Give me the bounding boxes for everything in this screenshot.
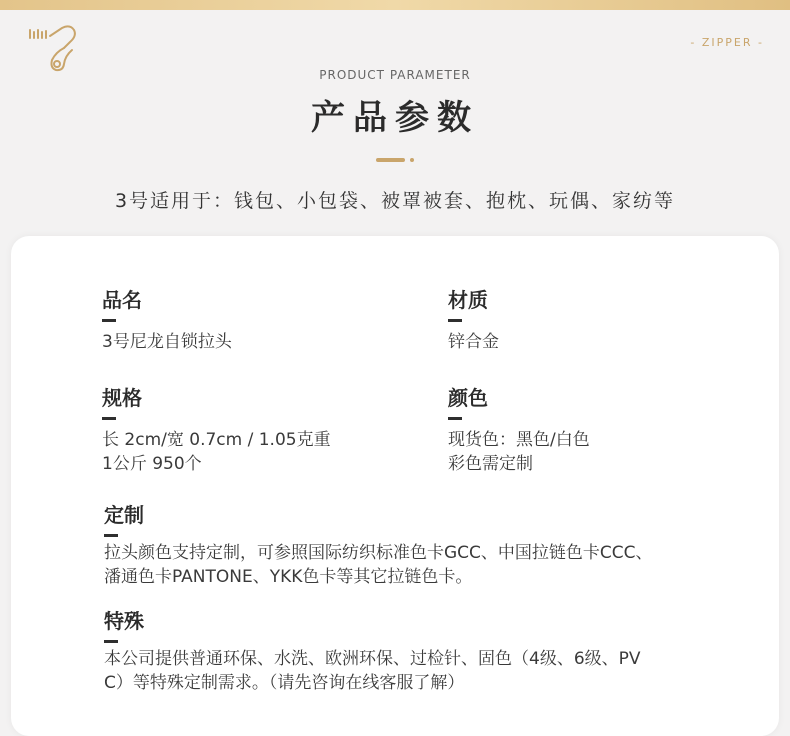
field-value [102,330,232,354]
field-value [104,541,704,589]
field-color [448,386,590,476]
field-dash [102,417,116,420]
page-title: 产品参数 [311,98,479,138]
field-value-line: 彩色需定制 [448,454,533,474]
field-value [102,428,331,476]
top-accent-bar [0,0,790,10]
field-label: 品名 [102,288,142,312]
field-label: 定制 [104,503,144,527]
field-value-line: 本公司提供普通环保、水洗、欧洲环保、过检针、固色（4级、6级、PV [104,649,641,669]
page-subtitle: PRODUCT PARAMETER [319,68,471,82]
usage-line: 3号适用于：钱包、小包袋、被罩被套、抱枕、玩偶、家纺等 [114,190,676,212]
zipper-pull-logo-icon [26,22,82,74]
field-dash [104,640,118,643]
field-value [448,428,590,476]
field-value-line: 拉头颜色支持定制，可参照国际纺织标准色卡GCC、中国拉链色卡CCC、 [104,543,653,563]
field-value-line: 3号尼龙自锁拉头 [102,332,232,352]
field-custom [104,503,704,589]
field-dash [102,319,116,322]
field-dash [448,319,462,322]
field-value-line: 现货色：黑色/白色 [448,430,590,450]
field-value-line: 长 2cm/宽 0.7cm / 1.05克重 [102,430,331,450]
field-dash [448,417,462,420]
field-material [448,288,499,354]
title-divider [376,157,416,163]
field-value [104,647,704,695]
field-label: 规格 [102,386,142,410]
divider-dot [410,158,414,162]
field-name [102,288,232,354]
field-spec [102,386,331,476]
field-value [448,330,499,354]
divider-bar [376,158,405,162]
field-value-line: 潘通色卡PANTONE、YKK色卡等其它拉链色卡。 [104,567,473,587]
field-label: 材质 [448,288,488,312]
zipper-tag: - ZIPPER - [690,36,764,49]
field-special [104,609,704,695]
field-label: 特殊 [104,609,144,633]
field-value-line: 锌合金 [448,332,499,352]
field-value-line: C）等特殊定制需求。（请先咨询在线客服了解） [104,673,465,693]
field-value-line: 1公斤 950个 [102,454,202,474]
field-dash [104,534,118,537]
field-label: 颜色 [448,386,488,410]
